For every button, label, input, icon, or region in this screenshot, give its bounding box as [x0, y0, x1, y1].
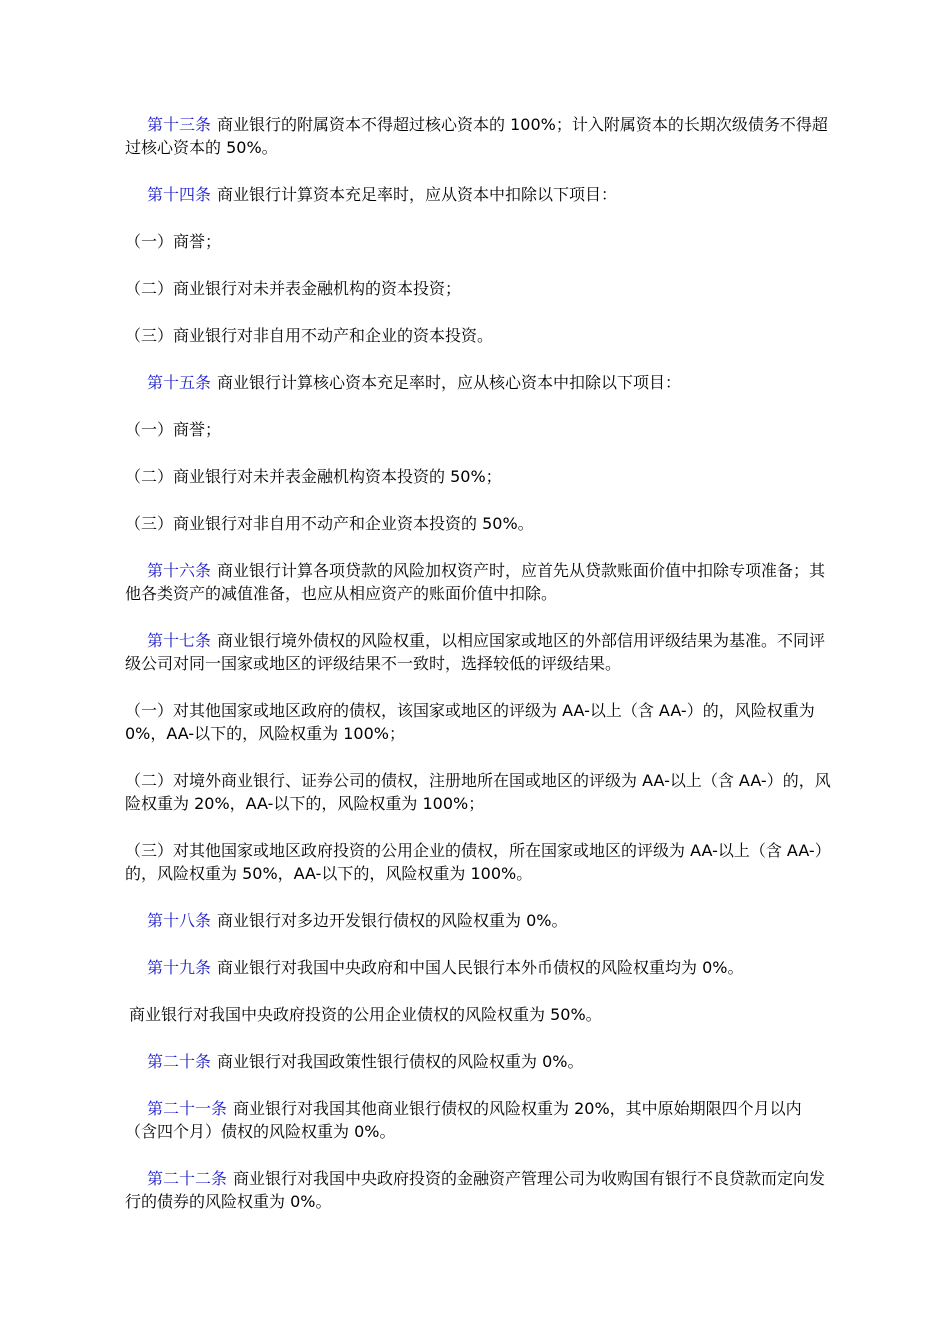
article-paragraph	[125, 1050, 832, 1073]
paragraph-text: （二）商业银行对未并表金融机构的资本投资；	[125, 279, 462, 298]
text-paragraph	[125, 1003, 832, 1026]
paragraph-text: （三）商业银行对非自用不动产和企业的资本投资。	[125, 326, 494, 345]
list-item	[125, 769, 832, 815]
article-paragraph	[125, 909, 832, 932]
paragraph-text: 商业银行对我国中央政府投资的公用企业债权的风险权重为 50%。	[129, 1005, 602, 1024]
paragraph-text: 商业银行计算资本充足率时，应从资本中扣除以下项目：	[217, 185, 618, 204]
article-number: 第十九条	[147, 958, 212, 977]
article-number: 第十五条	[147, 373, 212, 392]
list-item	[125, 465, 832, 488]
paragraph-text: 商业银行对我国政策性银行债权的风险权重为 0%。	[217, 1052, 584, 1071]
paragraph-text: （二）商业银行对未并表金融机构资本投资的 50%；	[125, 467, 502, 486]
paragraph-text: （一）对其他国家或地区政府的债权，该国家或地区的评级为 AA-以上（含 AA-）的，风险权重为 0%，AA-以下的，风险权重为 100%；	[125, 701, 815, 743]
article-paragraph	[125, 956, 832, 979]
article-number: 第十三条	[147, 115, 212, 134]
list-item	[125, 277, 832, 300]
article-number: 第十八条	[147, 911, 212, 930]
list-item	[125, 418, 832, 441]
paragraph-text: （二）对境外商业银行、证券公司的债权，注册地所在国或地区的评级为 AA-以上（含 AA-）的，风险权重为 20%，AA-以下的，风险权重为 100%；	[125, 771, 831, 813]
article-paragraph	[125, 113, 832, 159]
paragraph-text: 商业银行计算核心资本充足率时，应从核心资本中扣除以下项目：	[217, 373, 682, 392]
paragraph-text: 商业银行对我国其他商业银行债权的风险权重为 20%，其中原始期限四个月以内（含四个月）债权的风险权重为 0%。	[125, 1099, 802, 1141]
paragraph-text: （一）商誉；	[125, 232, 222, 251]
article-number: 第十六条	[147, 561, 212, 580]
paragraph-text: 商业银行的附属资本不得超过核心资本的 100%；计入附属资本的长期次级债务不得超过核心资本的 50%。	[125, 115, 828, 157]
list-item	[125, 512, 832, 535]
paragraph-text: 商业银行对多边开发银行债权的风险权重为 0%。	[217, 911, 568, 930]
paragraph-text: 商业银行境外债权的风险权重，以相应国家或地区的外部信用评级结果为基准。不同评级公司对同一国家或地区的评级结果不一致时，选择较低的评级结果。	[125, 631, 826, 673]
article-paragraph	[125, 1167, 832, 1213]
list-item	[125, 839, 832, 885]
list-item	[125, 699, 832, 745]
article-number: 第二十二条	[147, 1169, 228, 1188]
paragraph-list	[125, 113, 832, 1213]
article-paragraph	[125, 183, 832, 206]
article-number: 第十七条	[147, 631, 212, 650]
article-number: 第十四条	[147, 185, 212, 204]
article-paragraph	[125, 629, 832, 675]
list-item	[125, 230, 832, 253]
paragraph-text: 商业银行计算各项贷款的风险加权资产时，应首先从贷款账面价值中扣除专项准备；其他各类资产的减值准备，也应从相应资产的账面价值中扣除。	[125, 561, 826, 603]
paragraph-text: （一）商誉；	[125, 420, 222, 439]
article-number: 第二十条	[147, 1052, 212, 1071]
paragraph-text: （三）商业银行对非自用不动产和企业资本投资的 50%。	[125, 514, 534, 533]
article-paragraph	[125, 1097, 832, 1143]
article-paragraph	[125, 559, 832, 605]
article-number: 第二十一条	[147, 1099, 228, 1118]
paragraph-text: 商业银行对我国中央政府投资的金融资产管理公司为收购国有银行不良贷款而定向发行的债券的风险权重为 0%。	[125, 1169, 826, 1211]
paragraph-text: （三）对其他国家或地区政府投资的公用企业的债权，所在国家或地区的评级为 AA-以上（含 AA-）的，风险权重为 50%，AA-以下的，风险权重为 100%。	[125, 841, 831, 883]
paragraph-text: 商业银行对我国中央政府和中国人民银行本外币债权的风险权重均为 0%。	[217, 958, 744, 977]
list-item	[125, 324, 832, 347]
article-paragraph	[125, 371, 832, 394]
